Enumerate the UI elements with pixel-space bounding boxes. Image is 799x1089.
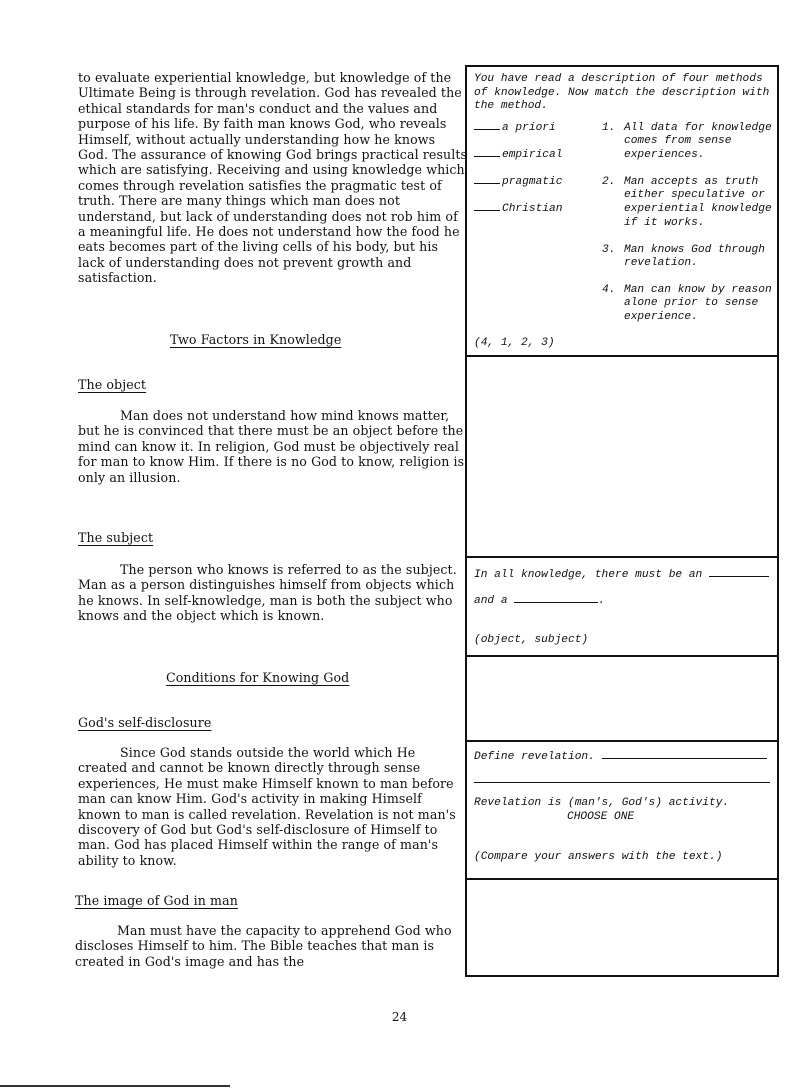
frame-matching — [474, 73, 771, 332]
revelation-choice-prompt: Revelation is (man's, God's) activity. — [474, 797, 730, 809]
subsection-heading-subject: The subject — [78, 530, 154, 545]
intro-paragraph — [78, 70, 468, 286]
image-of-god-paragraph: Man must have the capacity to apprehend God who discloses Himself to him. The Bible teaches that man is created in God's image and has the — [75, 923, 452, 969]
option-item: 4. Man can know by reason alone prior to sense experience. — [602, 283, 772, 323]
frame-divider — [467, 556, 777, 558]
frame-fill-in: In all knowledge, there must be an — [474, 569, 771, 583]
answer-blank[interactable] — [474, 183, 500, 184]
option-item: 3. Man knows God through revelation. — [602, 243, 765, 270]
frame-fill-in-line-2: and a . — [474, 595, 606, 607]
object-paragraph: Man does not understand how mind knows matter, but he is convinced that there must be an object before the mind can know it. In religion, God must be objectively real for man to know Him. If there is no God to know, religion is only an illusion. — [78, 408, 465, 485]
page-number: 24 — [391, 1010, 408, 1024]
method-item: Christian — [474, 203, 562, 217]
subsection-heading-image-of-god: The image of God in man — [75, 893, 238, 908]
fill-in-blank-1[interactable] — [709, 576, 769, 577]
frame-divider — [467, 655, 777, 657]
subsection-heading-object: The object — [78, 377, 147, 392]
answer-blank[interactable] — [474, 156, 500, 157]
footer-rule — [0, 1085, 230, 1087]
self-disclosure-paragraph: Since God stands outside the world which He created and cannot be known directly through sense experiences, He must make Himself known to man before man can know Him. God's activity in making Himself known to man is called revelation. Revelation is not man's discovery of God but God's self-disclosure of Himself to man. God has placed Himself within the range of man's ability to know. — [78, 745, 456, 868]
fill-in-answer: (object, subject) — [474, 634, 589, 646]
option-item: 2. Man accepts as truth either speculative or experiential knowledge if it works. — [602, 175, 772, 229]
subsection-heading-self-disclosure: God's self-disclosure — [78, 715, 212, 730]
answer-blank[interactable] — [474, 210, 500, 211]
exercise-box — [465, 65, 779, 977]
subject-paragraph: The person who knows is referred to as the subject. Man as a person distinguishes himself from objects which he knows. In self-knowledge, man is both the subject who knows and the object which is known. — [78, 562, 457, 624]
compare-note: (Compare your answers with the text.) — [474, 851, 723, 863]
method-item: empirical — [474, 149, 562, 163]
frame-divider — [467, 878, 777, 880]
method-item: a priori — [474, 122, 556, 136]
frame-divider — [467, 740, 777, 742]
intro-paragraph-text: to evaluate experiential knowledge, but knowledge of the Ultimate Being is through revelation. God has revealed the ethical standards for man's conduct and the values and purpose of his life. By faith man knows God, who reveals Himself, without actually understanding how he knows God. The assurance of knowing God brings practical results which are satisfying. Receiving and using knowledge which comes through revelation satisfies the pragmatic test of truth. There are many things which man does not understand, but lack of understanding does not rob him of a meaningful life. He does not understand how the food he eats becomes part of the living cells of his body, but his lack of understanding does not prevent growth and satisfaction. — [78, 70, 468, 286]
section-heading-conditions: Conditions for Knowing God — [166, 670, 350, 685]
choose-one-hint: CHOOSE ONE — [567, 811, 635, 823]
fill-in-blank-2[interactable] — [514, 602, 598, 603]
method-item: pragmatic — [474, 176, 562, 190]
answer-blank[interactable] — [474, 129, 500, 130]
definition-line-2 — [474, 771, 771, 789]
matching-answer: (4, 1, 2, 3) — [474, 337, 555, 349]
frame-divider — [467, 355, 777, 357]
matching-instructions: You have read a description of four methods of knowledge. Now match the description with the method. — [474, 73, 770, 113]
definition-blank-1[interactable] — [602, 758, 767, 759]
matching-exercise — [474, 122, 771, 332]
definition-blank-2[interactable] — [474, 771, 770, 783]
define-revelation-prompt: Define revelation. — [474, 751, 771, 765]
option-item: 1. All data for knowledge comes from sense experiences. — [602, 121, 772, 161]
section-heading-two-factors: Two Factors in Knowledge — [170, 332, 342, 347]
